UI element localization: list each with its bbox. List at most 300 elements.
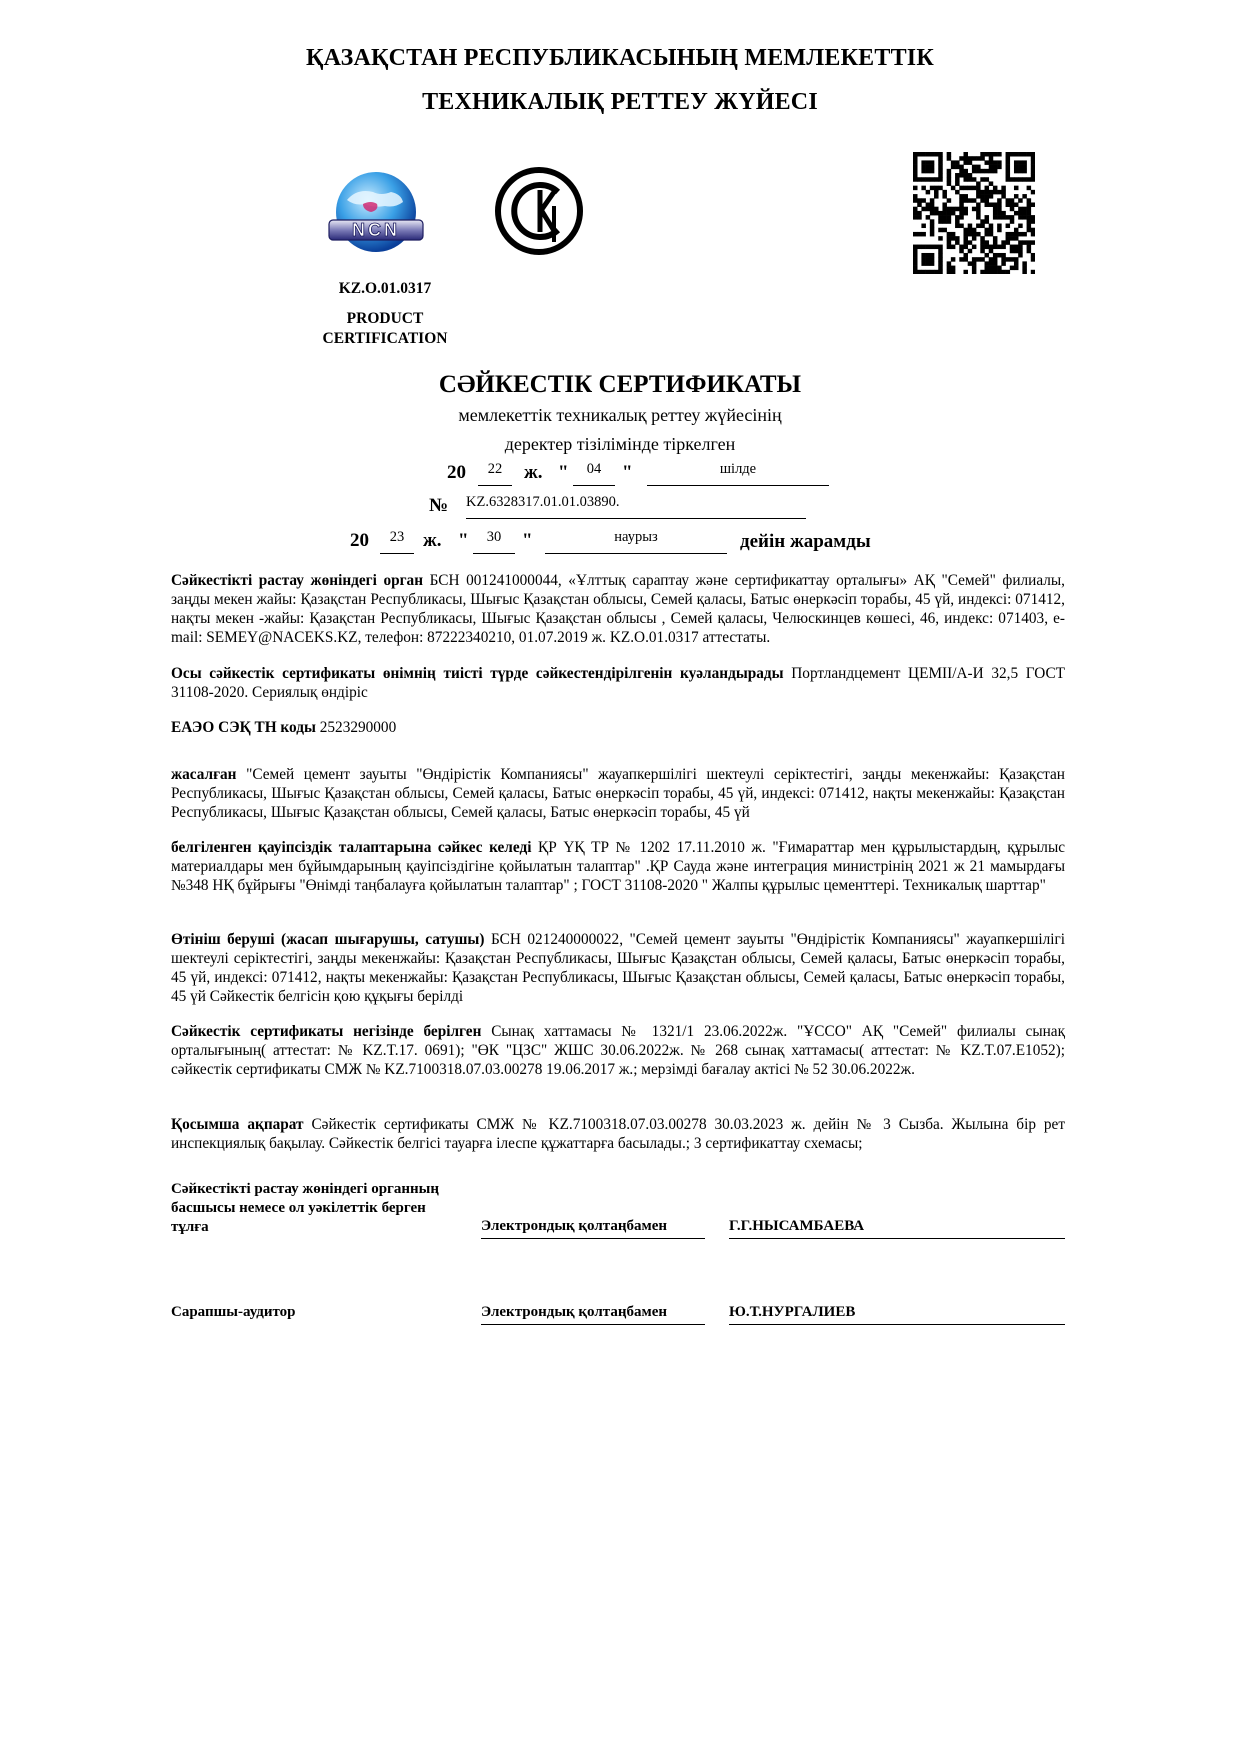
manufacturer-label: жасалған <box>171 766 237 783</box>
qr-module <box>930 160 935 165</box>
manufacturer-text: "Семей цемент зауыты "Өндірістік Компаниясы" жауапкершілігі шектеулі серіктестігі, заңды мекенжайы: Қазақстан Республикасы, Шығыс Қазақстан облысы, Семей қаласы, Батыс өнеркәсіп торабы, 45 үй, индексі: 071412, нақты мекенжайы: Қазақстан Республикасы, Шығыс Қазақстан облысы, Семей қаласы, Батыс өнеркәсіп торабы, 45 үй <box>171 766 1065 821</box>
qr-module <box>1006 202 1011 207</box>
qr-module <box>930 232 935 237</box>
qr-module <box>972 232 977 237</box>
qr-module <box>993 215 998 220</box>
qr-module <box>917 232 922 237</box>
qr-module <box>972 261 977 266</box>
qr-module <box>997 253 1002 258</box>
qr-module <box>938 211 943 216</box>
qr-module <box>938 245 943 250</box>
qr-module <box>997 160 1002 165</box>
qr-module <box>926 257 931 262</box>
qr-module <box>938 165 943 170</box>
qr-module <box>963 198 968 203</box>
qr-module <box>989 165 994 170</box>
safety-requirements-label: белгіленген қауіпсіздік талаптарына сәйкес келеді <box>171 839 532 856</box>
qr-module <box>913 156 918 161</box>
qr-module <box>913 186 918 191</box>
qr-module <box>1031 202 1035 207</box>
qr-module <box>963 156 968 161</box>
ncn-logo-text: NCN <box>352 220 400 240</box>
qr-module <box>917 245 922 250</box>
qr-module <box>963 160 968 165</box>
qr-module <box>1031 169 1035 174</box>
qr-module <box>1001 257 1006 262</box>
qr-module <box>985 219 990 224</box>
qr-module <box>1031 253 1035 258</box>
qr-module <box>1031 177 1035 182</box>
qr-module <box>1014 266 1019 271</box>
product-section <box>171 664 1065 702</box>
qr-module <box>1014 245 1019 250</box>
qr-module <box>1031 270 1035 274</box>
qr-module <box>938 177 943 182</box>
qr-module <box>997 198 1002 203</box>
qr-module <box>930 165 935 170</box>
qr-module <box>942 194 947 199</box>
qr-module <box>1001 194 1006 199</box>
ncn-logo <box>325 170 427 262</box>
qr-module <box>1022 207 1027 212</box>
qr-module <box>930 228 935 233</box>
qr-module <box>980 249 985 254</box>
qr-module <box>1018 169 1023 174</box>
qr-module <box>1018 232 1023 237</box>
qr-module <box>993 253 998 258</box>
qr-module <box>968 224 973 229</box>
qr-module <box>993 152 998 157</box>
qr-module <box>1031 160 1035 165</box>
qr-module <box>921 245 926 250</box>
qr-module <box>985 261 990 266</box>
applicant-label: Өтініш беруші (жасап шығарушы, сатушы) <box>171 931 485 948</box>
qr-module <box>989 270 994 274</box>
safety-requirements-text: ҚР ҮҚ ТР № 1202 17.11.2010 ж. "Ғимараттар мен құрылыстардың, құрылыс материалдары мен бұйымдарының қауіпсіздігіне қойылатын талаптар" .ҚР Сауда және интеграция министрінің 2021 ж 21 мамырдағы №348 НҚ бұйрығы "Өнімді таңбалауға қойылатын талаптар" ; ГОСТ 31108-2020 " Жалпы құрылыс цементтері. Техникалық шарттар" <box>171 839 1066 894</box>
qr-module <box>1022 177 1027 182</box>
qr-module <box>980 224 985 229</box>
registered-year-field: 22 <box>478 461 512 486</box>
qr-module <box>955 224 960 229</box>
qr-module <box>938 249 943 254</box>
qr-module <box>913 198 918 203</box>
qr-module <box>985 177 990 182</box>
qr-module <box>1014 236 1019 241</box>
qr-module <box>993 165 998 170</box>
qr-module <box>913 194 918 199</box>
qr-module <box>959 211 964 216</box>
qr-module <box>1031 152 1035 157</box>
certification-body-text: БСН 001241000044, «Ұлттық сараптау және сертификаттау орталығы» АҚ "Семей" филиалы, заңды мекен жайы: Қазақстан Республикасы, Шығыс Қазақстан облысы, Семей қаласы, Батыс өнеркәсіп торабы, 45 үй, индексі: 071412, нақты мекен -жайы: Қазақстан Республикасы, Шығыс Қазақстан облысы , Семей қаласы, Челюскинцев көшесі, 46, индекс: 071403, e-mail: SEMEY@NACEKS.KZ, телефон: 87222340210, 01.07.2019 ж. KZ.O.01.0317 аттестаты. <box>171 572 1065 646</box>
qr-module <box>1031 240 1035 245</box>
qr-module <box>955 160 960 165</box>
qr-module <box>1027 186 1032 191</box>
qr-module <box>921 177 926 182</box>
safety-requirements-section <box>171 838 1065 895</box>
qr-module <box>1001 253 1006 258</box>
qr-module <box>959 257 964 262</box>
qr-module <box>976 207 981 212</box>
registered-quote-close: " <box>622 462 633 483</box>
qr-module <box>938 253 943 258</box>
qr-module <box>934 152 939 157</box>
qr-module <box>926 190 931 195</box>
qr-module <box>913 169 918 174</box>
head-signatory-role-line-2: басшысы немесе ол уәкілеттік берген <box>171 1200 426 1216</box>
qr-module <box>997 190 1002 195</box>
qr-module <box>993 190 998 195</box>
qr-module <box>1006 173 1011 178</box>
qr-code <box>913 152 1035 274</box>
qr-module <box>921 169 926 174</box>
qr-module <box>1018 198 1023 203</box>
qr-module <box>921 261 926 266</box>
qr-module <box>985 198 990 203</box>
qr-module <box>955 181 960 186</box>
qr-module <box>917 270 922 274</box>
qr-module <box>972 236 977 241</box>
qr-module <box>913 249 918 254</box>
qr-module <box>985 152 990 157</box>
qr-module <box>989 169 994 174</box>
qr-module <box>1006 215 1011 220</box>
qr-module <box>1006 240 1011 245</box>
qr-module <box>1006 156 1011 161</box>
qr-module <box>1010 198 1015 203</box>
qr-module <box>993 169 998 174</box>
qr-module <box>989 202 994 207</box>
head-signatory-name: Г.Г.НЫСАМБАЕВА <box>729 1218 1065 1239</box>
qr-module <box>926 202 931 207</box>
qr-module <box>921 198 926 203</box>
qr-module <box>989 156 994 161</box>
qr-module <box>913 270 918 274</box>
qr-module <box>1010 257 1015 262</box>
qr-module <box>955 240 960 245</box>
qr-module <box>934 207 939 212</box>
qr-module <box>951 211 956 216</box>
qr-module <box>997 266 1002 271</box>
qr-module <box>934 190 939 195</box>
qr-module <box>951 186 956 191</box>
qr-module <box>963 194 968 199</box>
product-label: Осы сәйкестік сертификаты өнімнің тиісті түрде сәйкестендірілгенін куәландырады <box>171 665 784 682</box>
qr-module <box>926 160 931 165</box>
qr-module <box>1031 190 1035 195</box>
qr-module <box>930 224 935 229</box>
qr-module <box>989 224 994 229</box>
qr-module <box>917 152 922 157</box>
accreditation-number: KZ.O.01.0317 <box>338 280 432 297</box>
qr-module <box>938 266 943 271</box>
qr-module <box>989 152 994 157</box>
qr-module <box>930 261 935 266</box>
qr-module <box>1001 261 1006 266</box>
qr-module <box>926 270 931 274</box>
qr-module <box>997 270 1002 274</box>
qr-module <box>942 219 947 224</box>
qr-module <box>989 249 994 254</box>
qr-module <box>930 219 935 224</box>
qr-module <box>989 181 994 186</box>
qr-module <box>1014 257 1019 262</box>
qr-module <box>1010 207 1015 212</box>
head-signature-method: Электрондық қолтаңбамен <box>481 1218 705 1239</box>
qr-module <box>938 152 943 157</box>
qr-module <box>921 152 926 157</box>
qr-module <box>930 245 935 250</box>
qr-module <box>955 177 960 182</box>
qr-module <box>985 194 990 199</box>
qr-module <box>1022 211 1027 216</box>
qr-module <box>947 240 952 245</box>
qr-module <box>955 173 960 178</box>
qr-module <box>976 190 981 195</box>
qr-module <box>972 177 977 182</box>
valid-until-label: дейін жарамды <box>740 531 871 552</box>
qr-module <box>985 270 990 274</box>
qr-module <box>951 160 956 165</box>
qr-module <box>942 190 947 195</box>
qr-module <box>938 215 943 220</box>
qr-module <box>947 207 952 212</box>
qr-module <box>993 270 998 274</box>
certificate-subtitle-1: мемлекеттік техникалық реттеу жүйесінің <box>458 405 782 425</box>
qr-module <box>1001 215 1006 220</box>
qr-module <box>913 257 918 262</box>
qr-module <box>913 211 918 216</box>
expert-auditor-name: Ю.Т.НУРГАЛИЕВ <box>729 1304 1065 1325</box>
qr-module <box>938 270 943 274</box>
qr-module <box>972 156 977 161</box>
qr-module <box>976 211 981 216</box>
qr-module <box>930 257 935 262</box>
qr-module <box>963 186 968 191</box>
qr-module <box>993 257 998 262</box>
qr-module <box>1031 257 1035 262</box>
qr-module <box>951 232 956 237</box>
qr-module <box>934 211 939 216</box>
qr-module <box>934 270 939 274</box>
registered-day-field: 04 <box>573 461 615 486</box>
qr-module <box>993 207 998 212</box>
qr-module <box>1006 257 1011 262</box>
additional-info-label: Қосымша ақпарат <box>171 1116 304 1133</box>
qr-module <box>963 169 968 174</box>
qr-module <box>997 152 1002 157</box>
qr-module <box>976 186 981 191</box>
qr-module <box>963 232 968 237</box>
qr-module <box>926 169 931 174</box>
qr-module <box>1001 190 1006 195</box>
qr-module <box>1014 232 1019 237</box>
qr-module <box>955 219 960 224</box>
head-signatory-role-line-1: Сәйкестікті растау жөніндегі органның <box>171 1181 440 1197</box>
qr-module <box>1027 198 1032 203</box>
qr-module <box>989 261 994 266</box>
qr-module <box>913 207 918 212</box>
qr-module <box>993 236 998 241</box>
qr-module <box>1022 270 1027 274</box>
qr-module <box>968 198 973 203</box>
qr-module <box>934 245 939 250</box>
qr-module <box>955 190 960 195</box>
qr-module <box>934 177 939 182</box>
qr-module <box>985 245 990 250</box>
qr-module <box>985 228 990 233</box>
qr-module <box>993 211 998 216</box>
qr-module <box>963 207 968 212</box>
qr-module <box>955 165 960 170</box>
qr-module <box>1018 211 1023 216</box>
qr-module <box>1027 177 1032 182</box>
qr-module <box>1027 245 1032 250</box>
qr-module <box>1018 165 1023 170</box>
qr-module <box>1027 202 1032 207</box>
header-line-1: ҚАЗАҚСТАН РЕСПУБЛИКАСЫНЫҢ МЕМЛЕКЕТТІК <box>306 45 934 71</box>
qr-module <box>955 236 960 241</box>
qr-module <box>930 253 935 258</box>
qr-module <box>985 253 990 258</box>
qr-module <box>938 173 943 178</box>
qr-module <box>926 253 931 258</box>
qr-module <box>968 261 973 266</box>
qr-module <box>972 165 977 170</box>
qr-module <box>938 219 943 224</box>
qr-module <box>1027 152 1032 157</box>
qr-module <box>930 211 935 216</box>
qr-module <box>989 232 994 237</box>
qr-module <box>913 261 918 266</box>
product-text: Портландцемент ЦЕМII/А-И 32,5 ГОСТ 31108-2020. Сериялық өндіріс <box>171 665 1065 701</box>
qr-module <box>959 249 964 254</box>
qr-module <box>963 253 968 258</box>
qr-module <box>980 190 985 195</box>
qr-module <box>938 236 943 241</box>
product-label-line-1: PRODUCT <box>346 310 424 327</box>
qr-module <box>1022 240 1027 245</box>
qr-module <box>947 232 952 237</box>
qr-module <box>1006 224 1011 229</box>
qr-module <box>1014 160 1019 165</box>
qr-module <box>997 202 1002 207</box>
qr-module <box>963 211 968 216</box>
qr-module <box>997 207 1002 212</box>
registered-quote-open: " <box>558 462 569 483</box>
qr-module <box>959 194 964 199</box>
qr-module <box>989 228 994 233</box>
qr-module <box>942 211 947 216</box>
qr-module <box>985 232 990 237</box>
qr-module <box>938 228 943 233</box>
qr-module <box>930 177 935 182</box>
valid-year-suffix: ж. <box>423 530 442 551</box>
qr-module <box>1018 152 1023 157</box>
qr-module <box>947 198 952 203</box>
qr-module <box>1014 186 1019 191</box>
qr-module <box>1031 156 1035 161</box>
qr-module <box>976 156 981 161</box>
valid-quote-close: " <box>522 530 533 551</box>
qr-module <box>930 152 935 157</box>
qr-module <box>1014 211 1019 216</box>
qr-module <box>913 245 918 250</box>
qr-module <box>1027 249 1032 254</box>
qr-module <box>1022 160 1027 165</box>
qr-module <box>1018 245 1023 250</box>
qr-module <box>917 211 922 216</box>
qr-module <box>963 236 968 241</box>
qr-module <box>947 152 952 157</box>
qr-module <box>972 207 977 212</box>
qr-module <box>993 202 998 207</box>
qr-module <box>959 198 964 203</box>
qr-module <box>968 249 973 254</box>
qr-module <box>1022 169 1027 174</box>
header-line-2: ТЕХНИКАЛЫҚ РЕТТЕУ ЖҮЙЕСІ <box>422 89 818 115</box>
qr-module <box>968 232 973 237</box>
qr-module <box>963 228 968 233</box>
qr-module <box>1006 232 1011 237</box>
qr-module <box>921 270 926 274</box>
qr-module <box>989 190 994 195</box>
qr-module <box>951 236 956 241</box>
qr-module <box>921 253 926 258</box>
qr-module <box>963 177 968 182</box>
qr-module <box>993 160 998 165</box>
qr-module <box>1022 215 1027 220</box>
qr-module <box>1010 232 1015 237</box>
qr-module <box>959 202 964 207</box>
qr-module <box>985 186 990 191</box>
qr-module <box>947 236 952 241</box>
qr-module <box>959 224 964 229</box>
qr-module <box>985 160 990 165</box>
qr-module <box>963 257 968 262</box>
qr-module <box>963 152 968 157</box>
qr-module <box>989 257 994 262</box>
registered-year-prefix: 20 <box>447 462 466 483</box>
qr-module <box>959 245 964 250</box>
qr-module <box>1006 169 1011 174</box>
qr-module <box>959 207 964 212</box>
qr-module <box>959 173 964 178</box>
qr-module <box>1010 236 1015 241</box>
qr-module <box>947 215 952 220</box>
registered-year-suffix: ж. <box>524 462 543 483</box>
additional-info-text: Сәйкестік сертификаты СМЖ № KZ.7100318.07.03.00278 30.03.2023 ж. дейін № 3 Сызба. Жылына бір рет инспекциялық бақылау. Сәйкестік белгісі тауарға ілеспе құжаттарға басылады.; 3 сертификаттау схемасы; <box>171 1116 1066 1152</box>
qr-module <box>1010 215 1015 220</box>
valid-month-field: наурыз <box>545 529 727 554</box>
qr-module <box>1018 253 1023 258</box>
qr-module <box>921 232 926 237</box>
qr-module <box>993 186 998 191</box>
qr-module <box>972 266 977 271</box>
head-signatory-role-line-3: тұлға <box>171 1219 209 1235</box>
qr-module <box>926 207 931 212</box>
qr-module <box>1001 270 1006 274</box>
qr-module <box>959 186 964 191</box>
qr-module <box>972 257 977 262</box>
qr-module <box>959 215 964 220</box>
qr-module <box>1010 266 1015 271</box>
valid-day-field: 30 <box>473 529 515 554</box>
qr-module <box>951 245 956 250</box>
qr-module <box>938 261 943 266</box>
qr-module <box>938 169 943 174</box>
qr-module <box>1001 240 1006 245</box>
qr-module <box>1014 249 1019 254</box>
